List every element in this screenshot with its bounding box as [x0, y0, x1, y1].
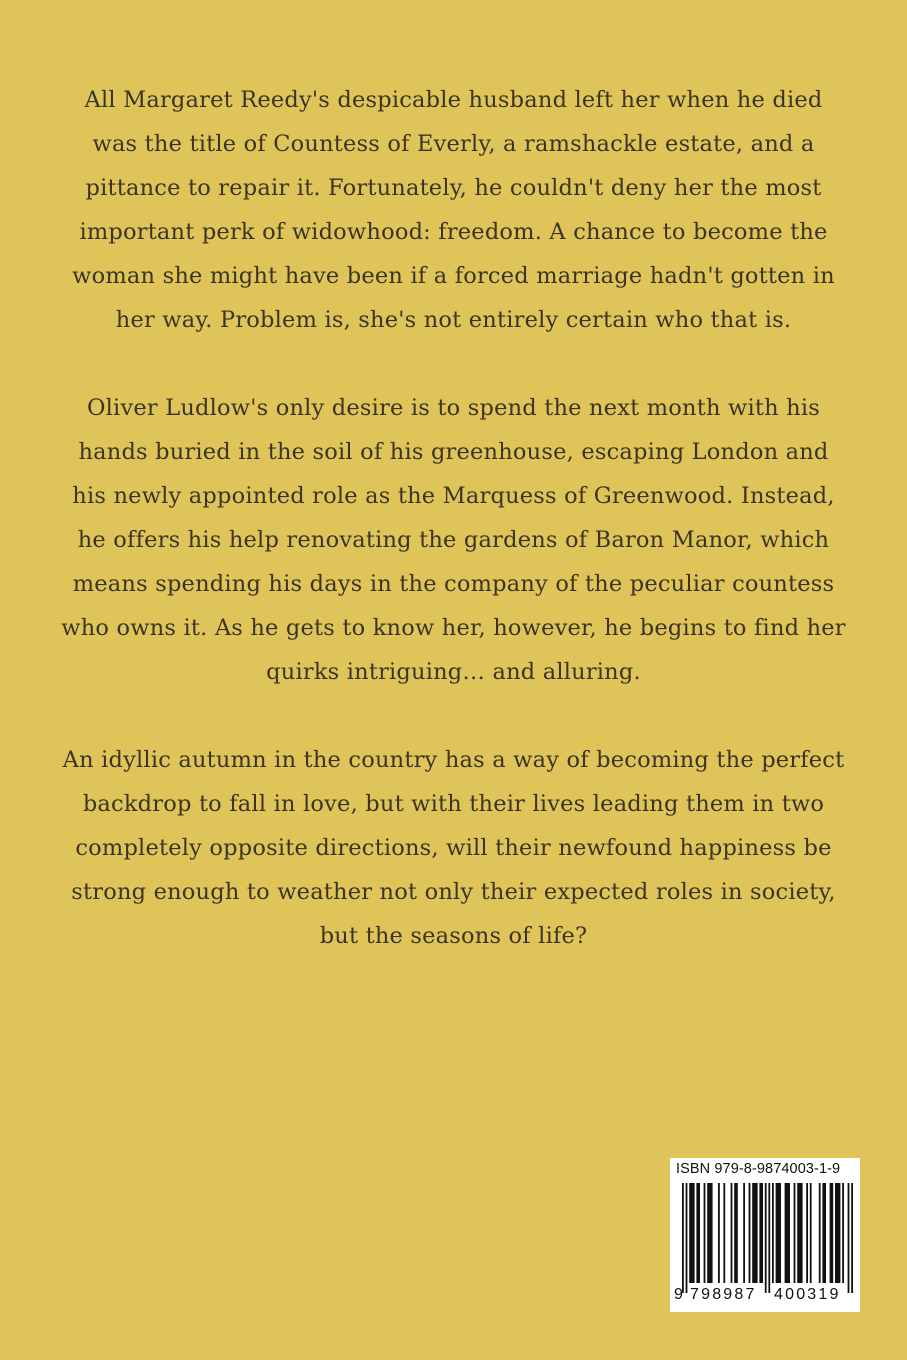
- barcode-bar: [848, 1183, 850, 1293]
- barcode-bar: [776, 1183, 781, 1283]
- barcode-bar: [810, 1183, 812, 1283]
- blurb-paragraph-3: An idyllic autumn in the country has a way of becoming the perfect backdrop to fall in love, but with their lives leading them in two completely opposite directions, will their newfound happiness be strong enough to weather not only their expected roles in society, but the seasons of life?: [62, 747, 845, 949]
- barcode-bar: [704, 1183, 706, 1283]
- barcode-bar: [822, 1183, 826, 1283]
- barcode-bar: [696, 1183, 700, 1283]
- barcode-bar: [785, 1183, 790, 1283]
- barcode-bar: [806, 1183, 808, 1283]
- barcode-bars: [670, 1183, 860, 1293]
- barcode-bar: [794, 1183, 796, 1283]
- barcode-bar: [686, 1183, 688, 1293]
- barcode-digits: [670, 1286, 860, 1308]
- barcode-bar: [835, 1183, 840, 1283]
- barcode-bar: [830, 1183, 834, 1283]
- barcode-bar: [819, 1183, 821, 1283]
- barcode-bar: [731, 1183, 733, 1283]
- barcode-bar: [765, 1183, 767, 1293]
- isbn-barcode: [670, 1158, 860, 1312]
- barcode-bar: [768, 1183, 770, 1293]
- barcode-bar: [734, 1183, 738, 1283]
- barcode-bar: [772, 1183, 774, 1283]
- barcode-bar: [682, 1183, 684, 1293]
- barcode-bar: [689, 1183, 694, 1283]
- barcode-bar: [759, 1183, 763, 1283]
- barcode-bar: [723, 1183, 725, 1283]
- barcode-bar: [743, 1183, 745, 1283]
- isbn-label: ISBN 979-8-9874003-1-9: [676, 1161, 841, 1177]
- barcode-bar: [851, 1183, 853, 1293]
- barcode-digit-lead: 9: [674, 1286, 683, 1303]
- barcode-bar: [707, 1183, 712, 1283]
- barcode-bar: [797, 1183, 802, 1283]
- barcode-bar: [718, 1183, 720, 1283]
- blurb-paragraph-2: Oliver Ludlow's only desire is to spend the next month with his hands buried in the soil of his greenhouse, escaping London and his newly appointed role as the Marquess of Greenwood. Instead, he offers his help renovating the gardens of Baron Manor, which means spending his days in the company of the peculiar countess who owns it. As he gets to know her, however, he begins to find her quirks intriguing… and alluring.: [61, 395, 846, 685]
- barcode-digits-left: 798987: [690, 1286, 757, 1303]
- barcode-bar: [749, 1183, 751, 1283]
- blurb-paragraph-1: All Margaret Reedy's despicable husband left her when he died was the title of Countess of Everly, a ramshackle estate, and a pittance to repair it. Fortunately, he couldn't deny her the most important perk of widowhood: freedom. A chance to become the woman she might have been if a forced marriage hadn't gotten in her way. Problem is, she's not entirely certain who that is.: [72, 87, 835, 333]
- barcode-bar: [752, 1183, 757, 1283]
- blurb-text: [60, 78, 847, 958]
- barcode-bar: [842, 1183, 844, 1283]
- barcode-digits-right: 400319: [774, 1286, 841, 1303]
